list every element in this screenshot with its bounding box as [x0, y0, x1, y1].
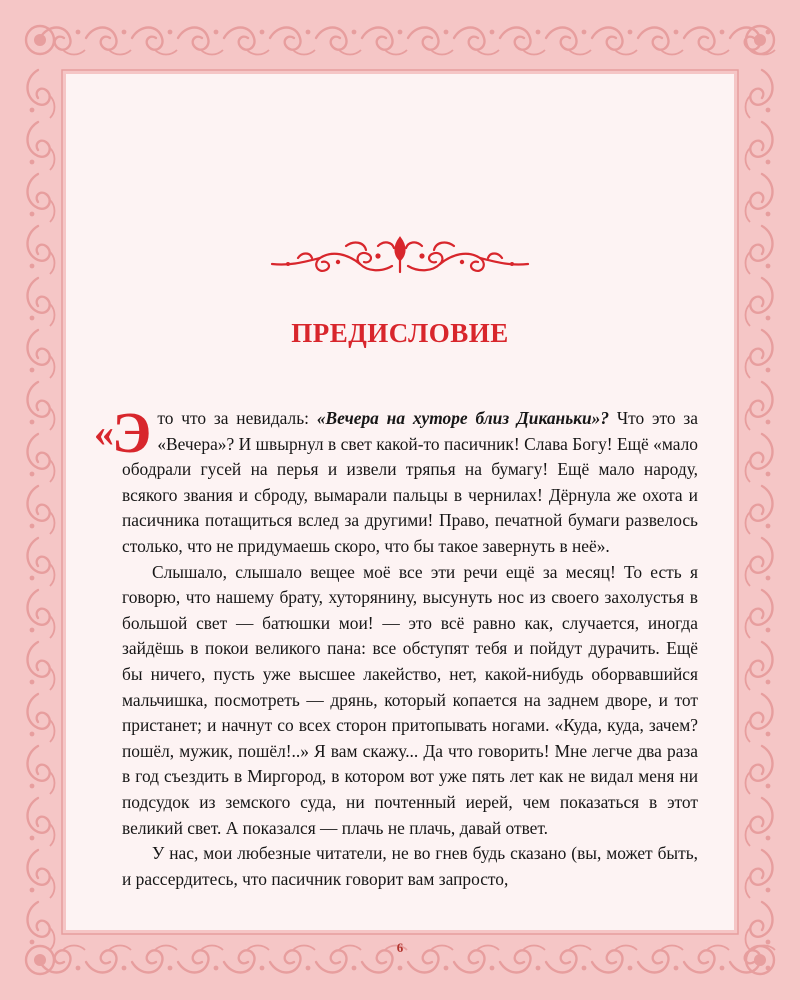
title-ornament-icon [268, 232, 532, 278]
paragraph-3: У нас, мои любезные читатели, не во гнев будь сказано (вы, может быть, и рассердитесь, что пасичник говорит вам запросто, [122, 843, 698, 889]
drop-cap-letter: Э [112, 400, 152, 465]
book-title-italic: «Вечера на хуторе близ Диканьки»? [316, 408, 610, 428]
paragraph-1-lead: то что за невидаль: [157, 408, 317, 428]
paragraph-1-rest: Что это за «Вечера»? И швырнул в свет какой-то пасичник! Слава Богу! Ещё «мало ободрали гусей на перья и извели тряпья на бумагу! Ещё мало народу, всякого звания и сброду, вымарали пальцы в чернилах! Дёрнула же охота и пасичника потащиться вслед за другими! Право, печатной бумаги развелось столько, что не придумаешь скоро, что бы такое завернуть в неё». [122, 408, 699, 556]
paragraph-1 [94, 400, 699, 560]
body-text [94, 400, 699, 892]
drop-cap [94, 400, 152, 465]
page-number: 6 [396, 940, 404, 955]
drop-cap-quote: « [94, 410, 114, 455]
paragraph-2: Слышало, слышало вещее моё все эти речи ещё за месяц! То есть я говорю, что нашему брату, хуторянину, высунуть нос из своего захолустья в большой свет — батюшки мои! — это всё равно как, случается, иногда зайдёшь в покои великого пана: все обступят тебя и пойдут дурачить. Ещё бы ничего, пусть уже высшее лакейство, нет, какой-нибудь оборвавшийся мальчишка, посмотреть — дрянь, который копается на заднем дворе, и тот пристанет; и начнут со всех сторон притопывать ногами. «Куда, куда, зачем? пошёл, мужик, пошёл!..» Я вам скажу... Да что говорить! Мне легче два раза в год съездить в Миргород, в котором вот уже пять лет как не видал меня ни подсудок из земского суда, ни почтенный иерей, чем показаться в этот великий свет. А показался — плачь не плачь, давай ответ. [122, 561, 698, 838]
chapter-title: ПРЕДИСЛОВИЕ [291, 318, 509, 348]
